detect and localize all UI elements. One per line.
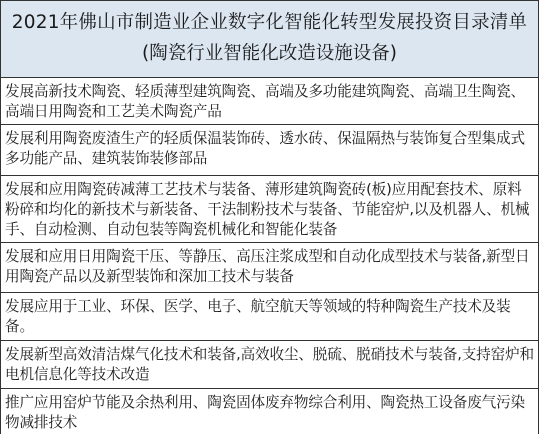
row-text: 发展高新技术陶瓷、轻质薄型建筑陶瓷、高端及多功能建筑陶瓷、高端卫生陶瓷、高端日用陶瓷和工艺美术陶瓷产品 (5, 83, 525, 120)
table-row (1, 243, 538, 293)
table-title: 2021年佛山市制造业企业数字化智能化转型发展投资目录清单 (11, 12, 528, 33)
row-text: 发展和应用日用陶瓷干压、等静压、高压注浆成型和自动化成型技术与装备,新型日用陶瓷产品以及新型装饰和深加工技术与装备 (5, 248, 530, 285)
table-row (1, 389, 538, 434)
row-text: 发展和应用陶瓷砖减薄工艺技术与装备、薄形建筑陶瓷砖(板)应用配套技术、原料粉碎和均化的新技术与新装备、干法制粉技术与装备、节能窑炉,以及机器人、机械手、自动检测、自动包装等陶瓷机械化和智能化装备 (5, 181, 530, 238)
table-header (1, 1, 538, 78)
table-subtitle: (陶瓷行业智能化改造设施设备) (142, 43, 397, 64)
table-row (1, 176, 538, 243)
table-row (1, 125, 538, 176)
row-text: 推广应用窑炉节能及余热利用、陶瓷固体废弃物综合利用、陶瓷热工设备废气污染物减排技术 (5, 394, 525, 431)
table-row (1, 293, 538, 341)
row-text: 发展利用陶瓷废渣生产的轻质保温装饰砖、透水砖、保温隔热与装饰复合型集成式多功能产品、建筑装饰装修部品 (5, 130, 525, 167)
row-text: 发展新型高效清洁煤气化技术和装备,高效收尘、脱硫、脱硝技术与装备,支持窑炉和电机信息化等技术改造 (5, 346, 534, 383)
row-text: 发展应用于工业、环保、医学、电子、航空航天等领域的特种陶瓷生产技术及装备。 (5, 298, 511, 335)
table-row (1, 78, 538, 125)
table-row (1, 341, 538, 389)
